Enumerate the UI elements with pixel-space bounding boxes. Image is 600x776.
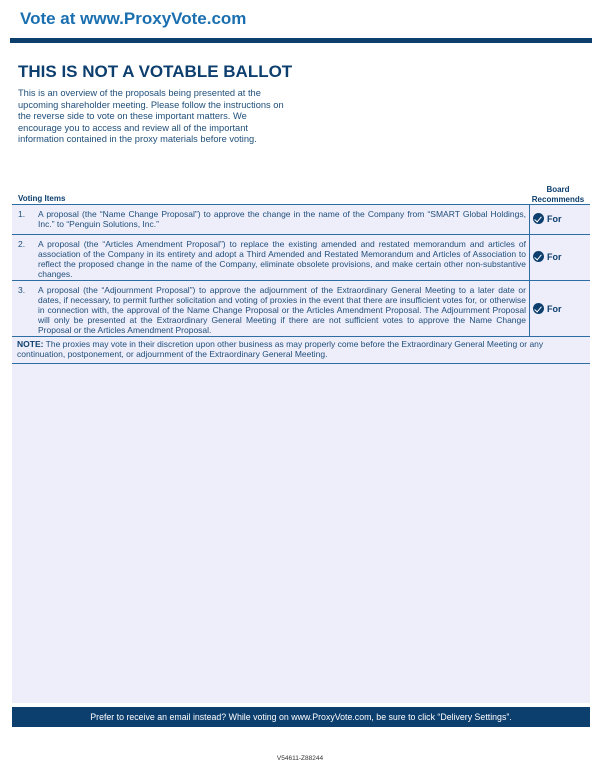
note-divider bbox=[12, 363, 590, 364]
note-body: The proxies may vote in their discretion upon other business as may properly come before the Extraordinary General Meeting or any continuation, postponement, or adjournment of the Extraordinary General Meeting. bbox=[17, 339, 544, 359]
header-divider bbox=[10, 38, 592, 43]
ballot-heading: THIS IS NOT A VOTABLE BALLOT bbox=[18, 62, 293, 81]
voting-items-table bbox=[12, 204, 590, 703]
voting-item-1 bbox=[12, 205, 590, 235]
item-text: A proposal (the “Articles Amendment Proposal”) to replace the existing amended and restated memorandum and articles of association of the Company in its entirety and adopt a Third Amended and Restated Memorandum and Articles of Association to reflect the proposed change in the name of the Company, eliminate obsolete provisions, and make certain other non-substantive changes. bbox=[38, 239, 526, 279]
recommendation-cell bbox=[529, 205, 590, 234]
recommendation bbox=[533, 213, 562, 224]
proxyvote-header-title: Vote at www.ProxyVote.com bbox=[20, 9, 247, 28]
recommendation-label: For bbox=[547, 303, 562, 314]
item-text: A proposal (the “Adjournment Proposal”) to approve the adjournment of the Extraordinary General Meeting to a later date or dates, if necessary, to permit further solicitation and voting of proxies in the event that there are insufficient votes for, or otherwise in connection with, the approval of the Name Change Proposal or the Articles Amendment Proposal. The Adjournment Proposal will only be presented at the Extraordinary General Meeting if there are not sufficient votes to approve the Name Change Proposal or the Articles Amendment Proposal. bbox=[38, 285, 526, 335]
recommendation-label: For bbox=[547, 251, 562, 262]
recommendation bbox=[533, 303, 562, 314]
voting-item-2 bbox=[12, 235, 590, 281]
board-recommends-header: Board Recommends bbox=[531, 185, 585, 204]
item-text: A proposal (the “Name Change Proposal”) to approve the change in the name of the Company from “SMART Global Holdings, Inc.” to “Penguin Solutions, Inc.” bbox=[38, 209, 526, 229]
check-circle-icon bbox=[533, 251, 544, 262]
recommendation bbox=[533, 251, 562, 262]
voting-item-3 bbox=[12, 281, 590, 337]
delivery-settings-banner: Prefer to receive an email instead? While voting on www.ProxyVote.com, be sure to click “Delivery Settings”. bbox=[12, 707, 590, 727]
check-circle-icon bbox=[533, 213, 544, 224]
check-circle-icon bbox=[533, 303, 544, 314]
note-text bbox=[17, 339, 557, 359]
item-number: 2. bbox=[18, 239, 26, 249]
recommendation-cell bbox=[529, 281, 590, 336]
recommendation-label: For bbox=[547, 213, 562, 224]
recommendation-cell bbox=[529, 235, 590, 280]
note-label: NOTE: bbox=[17, 339, 44, 349]
document-code: V54611-Z88244 bbox=[276, 755, 324, 762]
item-number: 3. bbox=[18, 285, 26, 295]
item-number: 1. bbox=[18, 209, 26, 219]
intro-paragraph: This is an overview of the proposals being presented at the upcoming shareholder meeting. Please follow the instructions on the reverse side to vote on these important matters. We encourage you to access and review all of the important information contained in the proxy materials before voting. bbox=[18, 88, 284, 144]
voting-items-header: Voting Items bbox=[18, 194, 66, 203]
